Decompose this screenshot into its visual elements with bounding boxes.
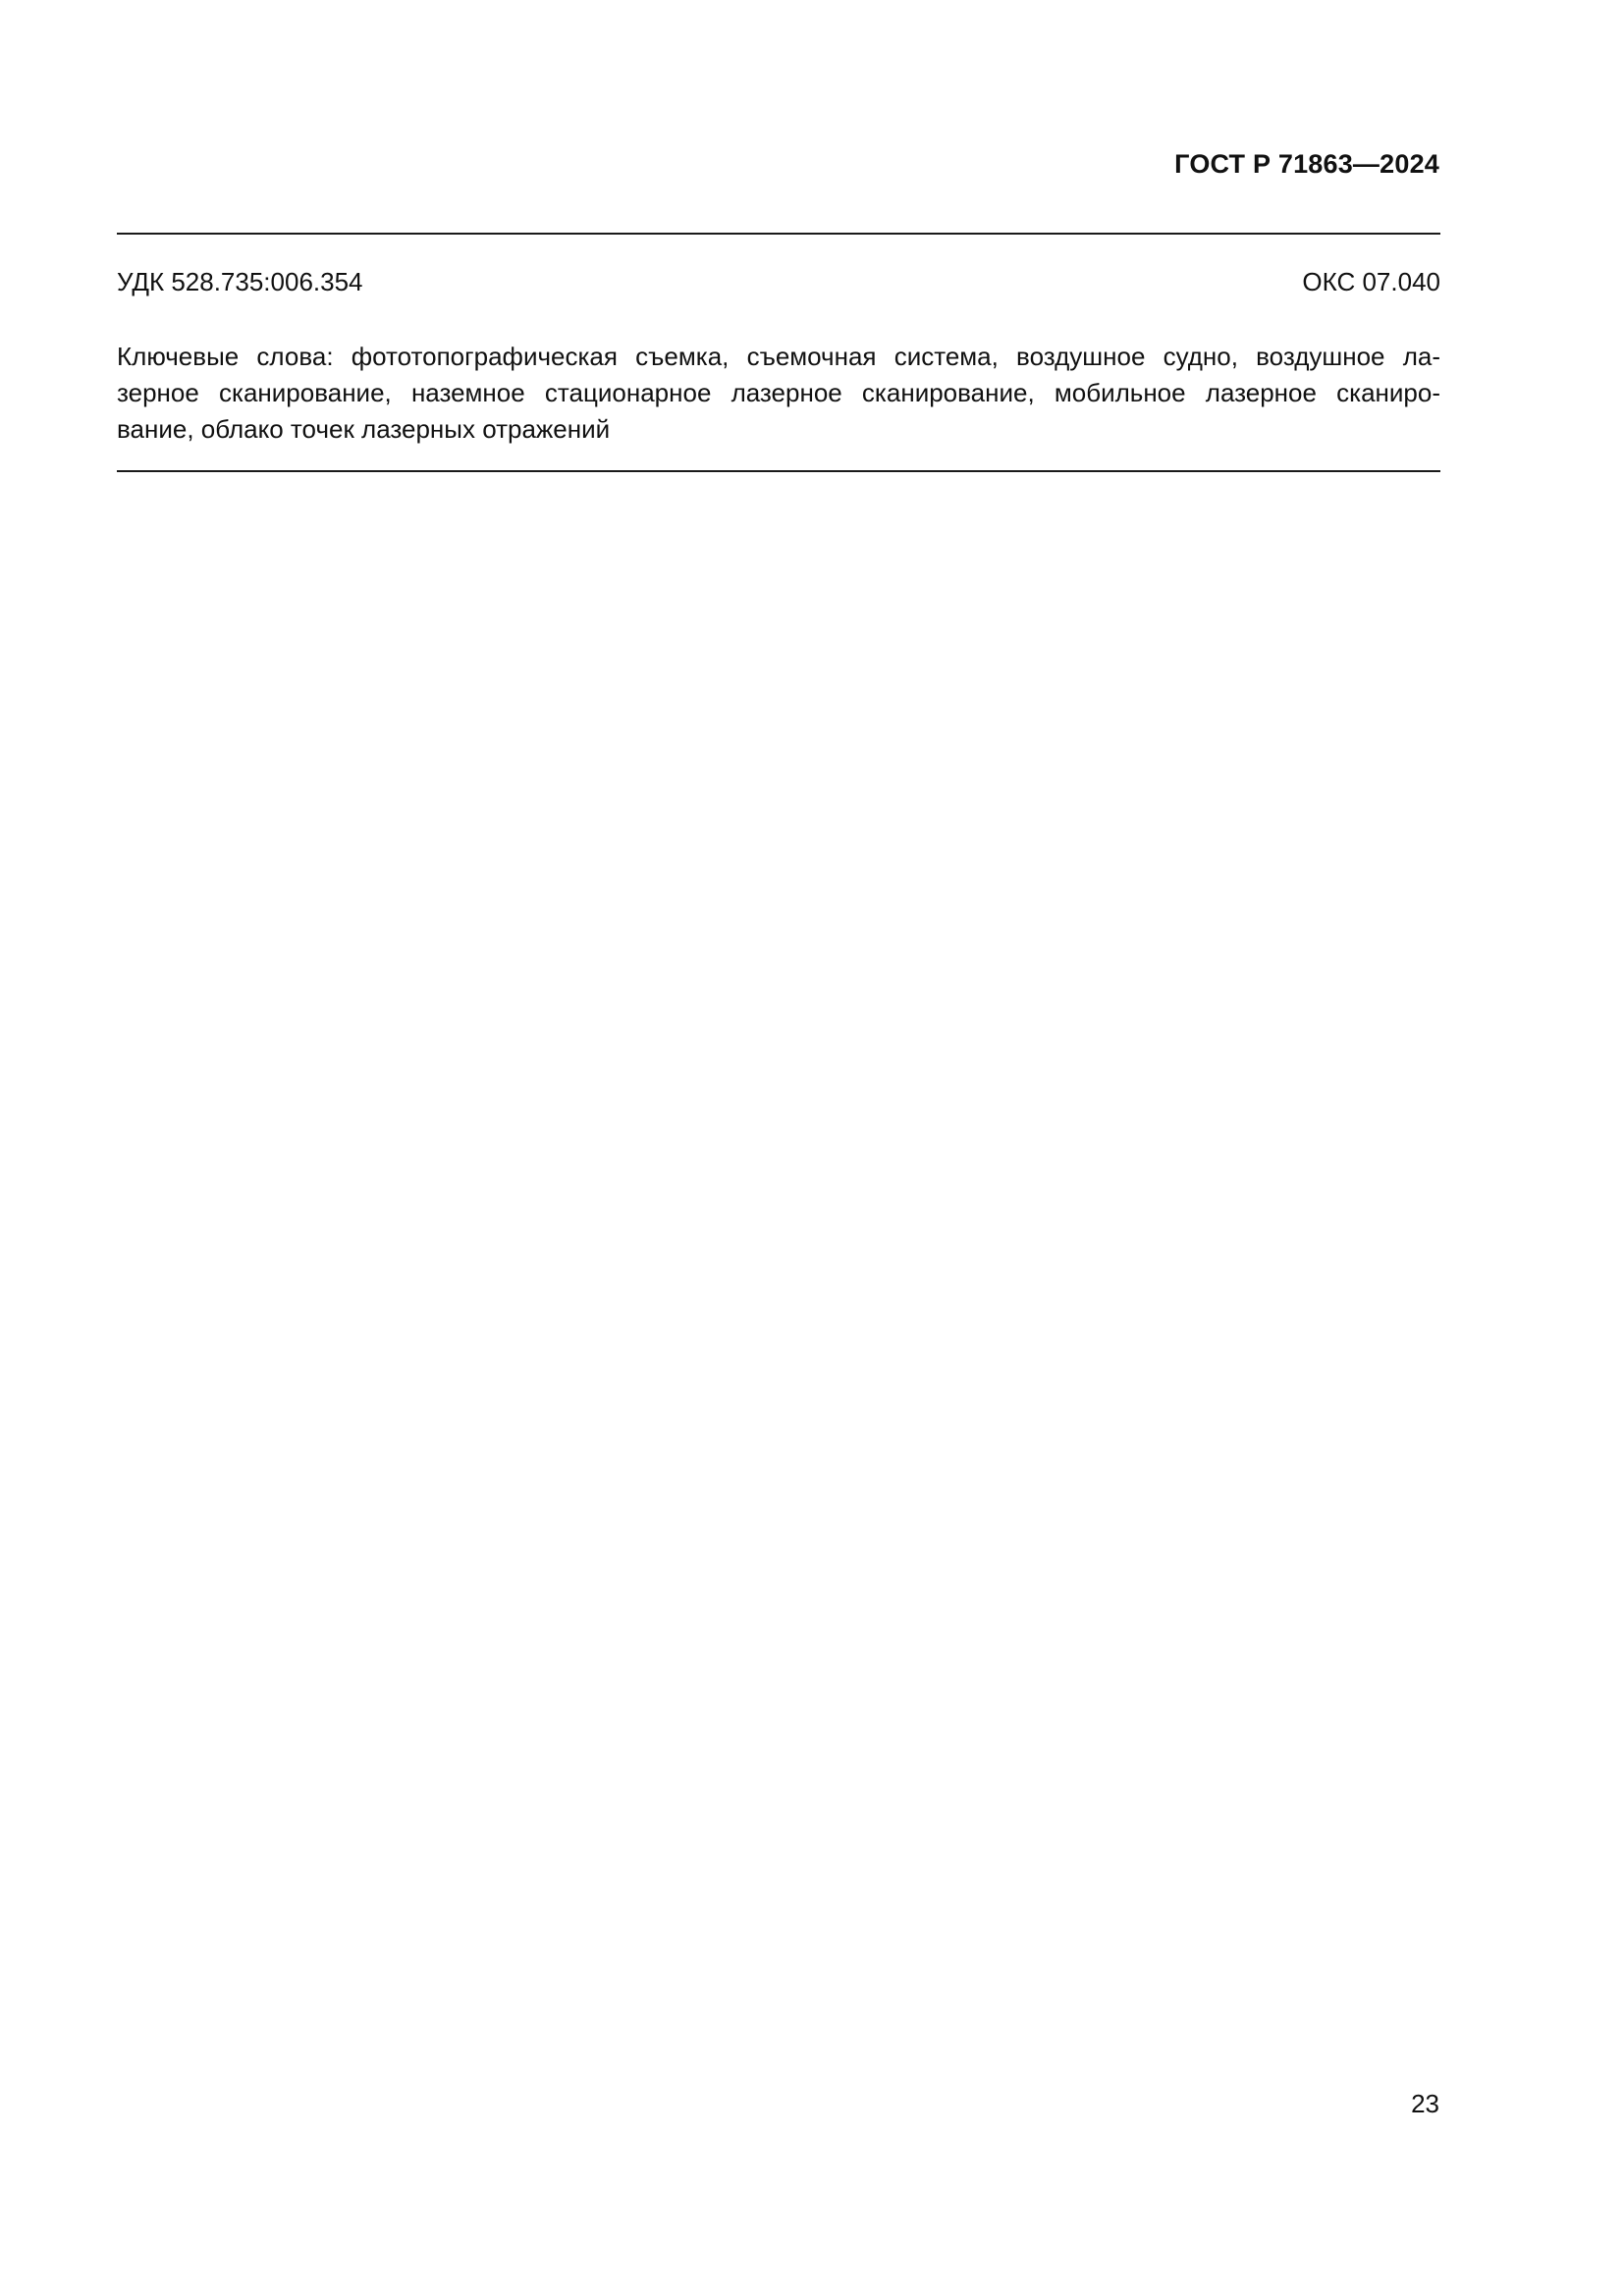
top-divider (117, 233, 1440, 235)
keywords-line: Ключевые слова: фототопографическая съемка, съемочная система, воздушное судно, воздушное ла- (117, 342, 1440, 371)
udc-code: УДК 528.735:006.354 (117, 267, 363, 296)
page-number: 23 (1411, 2089, 1439, 2118)
document-code: ГОСТ Р 71863—2024 (1174, 149, 1439, 179)
oks-code: ОКС 07.040 (1302, 267, 1440, 296)
keywords-line: вание, облако точек лазерных отражений (117, 414, 611, 444)
keywords-paragraph (117, 339, 1440, 448)
classification-row (117, 267, 1440, 297)
bottom-divider (117, 470, 1440, 472)
keywords-line: зерное сканирование, наземное стационарное лазерное сканирование, мобильное лазерное сканиро- (117, 378, 1440, 407)
